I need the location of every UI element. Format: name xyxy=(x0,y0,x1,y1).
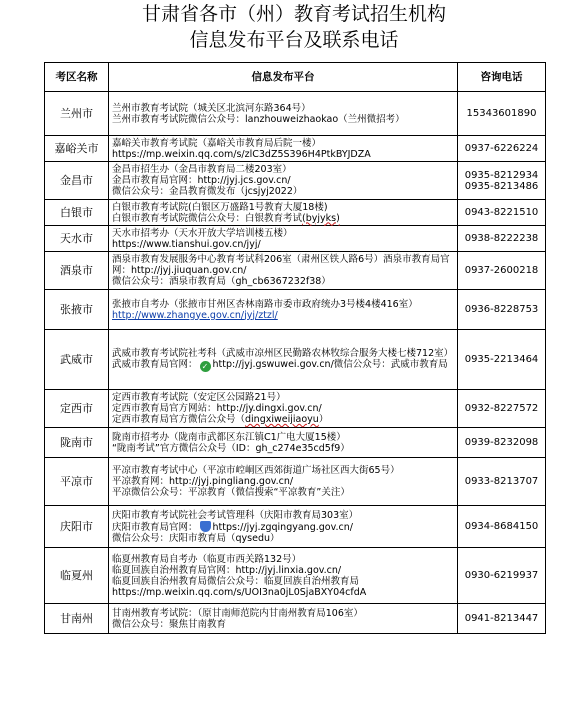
region-name: 庆阳市 xyxy=(45,506,109,548)
table-body xyxy=(45,92,546,634)
table-header-row xyxy=(45,63,546,92)
info-line: 临夏回族自治州教育局官网：http://jyj.linxia.gov.cn/ xyxy=(112,564,342,576)
info-line: 临夏回族自治州教育局微信公众号：临夏回族自治州教育局 xyxy=(112,575,360,587)
phone-cell xyxy=(458,252,546,290)
phone-number: 0943-8221510 xyxy=(464,207,539,218)
phone-cell xyxy=(458,604,546,634)
info-cell xyxy=(109,136,458,162)
header-phone: 咨询电话 xyxy=(458,63,546,92)
info-line: https://mp.weixin.qq.com/s/UOI3na0jL0SjaBXY04cfdA xyxy=(112,586,367,598)
page-subtitle: 信息发布平台及联系电话 xyxy=(189,29,399,51)
table-row xyxy=(45,162,546,200)
phone-cell xyxy=(458,136,546,162)
info-cell xyxy=(109,252,458,290)
info-line: 嘉峪关市教育考试院（嘉峪关市教育局后院一楼） xyxy=(112,137,322,149)
phone-number: 0937-2600218 xyxy=(464,265,539,276)
info-cell xyxy=(109,226,458,252)
info-line: “陇南考试”官方微信公众号（ID：gh_c274e35cd5f9） xyxy=(112,442,350,454)
info-text: 定西市教育局官方微信公众号（ xyxy=(112,414,246,425)
region-name: 天水市 xyxy=(45,226,109,252)
info-text: ） xyxy=(318,414,329,425)
region-name: 白银市 xyxy=(45,200,109,226)
info-cell xyxy=(109,604,458,634)
contact-table xyxy=(44,62,546,634)
info-cell xyxy=(109,390,458,428)
region-name: 定西市 xyxy=(45,390,109,428)
region-name: 临夏州 xyxy=(45,548,109,604)
info-line: https://www.tianshui.gov.cn/jyj/ xyxy=(112,238,261,250)
info-cell xyxy=(109,428,458,458)
info-line: 微信公众号：酒泉市教育局（gh_cb6367232f38） xyxy=(112,276,331,287)
phone-cell xyxy=(458,162,546,200)
info-line: 金昌市教育局官网：http://jyj.jcs.gov.cn/ xyxy=(112,175,291,186)
info-line: 平凉市教育考试中心（平凉市崆峒区西郊街道广场社区西大街65号） xyxy=(112,465,400,476)
table-row xyxy=(45,548,546,604)
info-cell xyxy=(109,290,458,330)
phone-cell xyxy=(458,330,546,390)
phone-cell xyxy=(458,458,546,506)
info-line: 武威市教育考试院社考科（武威市凉州区民勤路农林牧综合服务大楼七楼712室） xyxy=(112,347,454,359)
table-row xyxy=(45,252,546,290)
page-title: 甘肃省各市（州）教育考试招生机构 xyxy=(141,3,446,25)
table-row xyxy=(45,330,546,390)
phone-number: 0935-2213464 xyxy=(464,354,539,365)
phone-cell xyxy=(458,428,546,458)
wechat-id: (byjyks) xyxy=(302,212,340,224)
phone-number: 0936-8228753 xyxy=(464,304,539,315)
header-info: 信息发布平台 xyxy=(109,63,458,92)
info-text: 庆阳市教育局官网： xyxy=(112,521,198,533)
table-row xyxy=(45,200,546,226)
phone-number: 0941-8213447 xyxy=(464,613,539,624)
website-link[interactable]: http://jyj.gswuwei.gov.cn/微信公众号：武威市教育局 xyxy=(212,358,448,370)
phone-number: 0930-6219937 xyxy=(464,570,539,581)
region-name: 平凉市 xyxy=(45,458,109,506)
table-row xyxy=(45,506,546,548)
phone-cell xyxy=(458,506,546,548)
info-line: 兰州市教育考试院（城关区北滨河东路364号） xyxy=(112,102,311,114)
phone-number: 0933-8213707 xyxy=(464,476,539,487)
info-line: 兰州市教育考试院微信公众号：lanzhouweizhaokao（兰州微招考） xyxy=(112,113,405,125)
website-link[interactable]: http://www.zhangye.gov.cn/jyj/ztzl/ xyxy=(112,309,278,321)
region-name: 兰州市 xyxy=(45,92,109,136)
info-line: 天水市招考办（天水开放大学培训楼五楼） xyxy=(112,227,293,239)
region-name: 武威市 xyxy=(45,330,109,390)
table-row xyxy=(45,136,546,162)
region-name: 甘南州 xyxy=(45,604,109,634)
table-row xyxy=(45,92,546,136)
region-name: 酒泉市 xyxy=(45,252,109,290)
phone-number: 0937-6226224 xyxy=(464,143,539,154)
website-link[interactable]: https://jyj.zgqingyang.gov.cn/ xyxy=(212,521,353,533)
phone-number: 0935-8212934 xyxy=(464,169,539,181)
info-line xyxy=(112,213,454,224)
info-cell xyxy=(109,162,458,200)
phone-cell xyxy=(458,290,546,330)
info-cell xyxy=(109,548,458,604)
info-cell xyxy=(109,506,458,548)
info-line: 陇南市招考办（陇南市武都区东江镇C1广电大厦15楼） xyxy=(112,431,346,443)
table-row xyxy=(45,390,546,428)
info-line: 定西市教育考试院（安定区公园路21号） xyxy=(112,392,286,403)
info-cell xyxy=(109,200,458,226)
phone-cell xyxy=(458,92,546,136)
info-line: 定西市教育局官方网站：http://jy.dingxi.gov.cn/ xyxy=(112,403,322,414)
info-text: 武威市教育局官网： xyxy=(112,358,198,370)
table-row xyxy=(45,226,546,252)
blue-shield-icon xyxy=(200,521,211,532)
phone-cell xyxy=(458,390,546,428)
phone-number: 0939-8232098 xyxy=(464,437,539,448)
region-name: 陇南市 xyxy=(45,428,109,458)
info-line: 酒泉市教育发展服务中心教育考试科206室（肃州区铁人路6号）酒泉市教育局官网：http://jyj.jiuquan.gov.cn/ xyxy=(112,254,450,276)
header-region: 考区名称 xyxy=(45,63,109,92)
region-name: 嘉峪关市 xyxy=(45,136,109,162)
table-row xyxy=(45,428,546,458)
info-line xyxy=(112,359,454,372)
info-line: 白银市教育考试院(白银区万盛路1号教育大厦18楼) xyxy=(112,201,328,213)
table-row xyxy=(45,604,546,634)
phone-number: 0938-8222238 xyxy=(464,233,539,244)
info-line xyxy=(112,521,454,533)
info-line: 临夏州教育局自考办（临夏市西关路132号） xyxy=(112,553,302,565)
info-line: 微信公众号：庆阳市教育局（qysedu） xyxy=(112,532,280,544)
table-row xyxy=(45,290,546,330)
phone-number: 15343601890 xyxy=(466,108,537,119)
info-line: 金昌市招生办（金昌市教育局二楼203室） xyxy=(112,164,292,175)
phone-cell xyxy=(458,226,546,252)
phone-cell xyxy=(458,548,546,604)
table-row xyxy=(45,458,546,506)
region-name: 金昌市 xyxy=(45,162,109,200)
region-name: 张掖市 xyxy=(45,290,109,330)
info-text: 白银市教育考试院微信公众号：白银教育考试 xyxy=(112,212,303,224)
info-cell xyxy=(109,92,458,136)
phone-number: 0932-8227572 xyxy=(464,403,539,414)
info-line: 平凉教育网：http://jyj.pingliang.gov.cn/ xyxy=(112,476,294,487)
info-line xyxy=(112,414,454,425)
info-line: 微信公众号：金昌教育微发布（jcsjyj2022） xyxy=(112,186,303,197)
info-line: 甘南州教育考试院：（原甘南师范院内甘南州教育局106室） xyxy=(112,607,363,619)
info-line: 张掖市自考办（张掖市甘州区杏林南路市委市政府统办3号楼4楼416室） xyxy=(112,298,418,310)
info-line: 平凉微信公众号：平凉教育（微信搜索“平凉教育”关注） xyxy=(112,487,350,498)
info-cell xyxy=(109,330,458,390)
info-line: https://mp.weixin.qq.com/s/zlC3dZ5S396H4PtkBYJDZA xyxy=(112,148,371,160)
info-line: 微信公众号：聚焦甘南教育 xyxy=(112,618,227,630)
phone-number: 0935-8213486 xyxy=(464,180,539,192)
info-line: 庆阳市教育考试院社会考试管理科（庆阳市教育局303室） xyxy=(112,509,359,521)
phone-number: 0934-8684150 xyxy=(464,521,539,532)
phone-cell xyxy=(458,200,546,226)
green-shield-icon: ✓ xyxy=(200,361,211,372)
wechat-id: dingxiweijiaoyu xyxy=(245,414,319,425)
info-cell xyxy=(109,458,458,506)
